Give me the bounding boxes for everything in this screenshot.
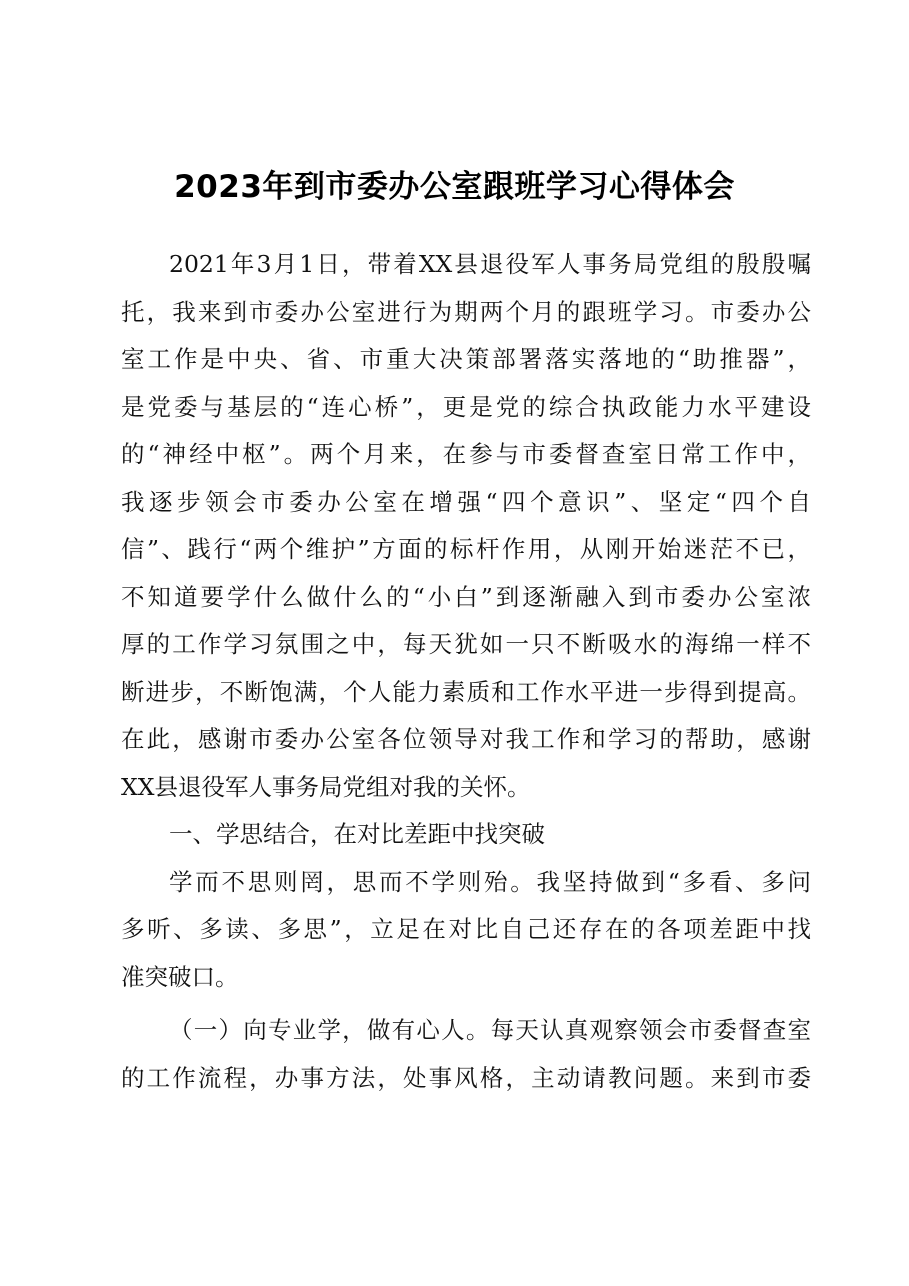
paragraph-1-line-1: 2021年3月1日，带着XX县退役军人事务局党组的殷殷嘱 xyxy=(169,250,811,278)
paragraph-1-line-3: 室工作是中央、省、市重大决策部署落实落地的“助推器”， xyxy=(121,345,811,373)
paragraph-1-line-7: 信”、践行“两个维护”方面的标杆作用，从刚开始迷茫不已， xyxy=(121,535,811,563)
paragraph-1-line-2: 托，我来到市委办公室进行为期两个月的跟班学习。市委办公 xyxy=(121,297,811,326)
paragraph-1-line-11: 在此，感谢市委办公室各位领导对我工作和学习的帮助，感谢 xyxy=(121,725,811,753)
paragraph-2-line-3: 准突破口。 xyxy=(121,962,239,991)
paragraph-1-line-8: 不知道要学什么做什么的“小白”到逐渐融入到市委办公室浓 xyxy=(121,582,811,611)
paragraph-1-line-6: 我逐步领会市委办公室在增强“四个意识”、坚定“四个自 xyxy=(121,487,811,516)
section-heading: 一、学思结合，在对比差距中找突破 xyxy=(169,820,545,848)
paragraph-3-line-1: （一）向专业学，做有心人。每天认真观察领会市委督查室 xyxy=(169,1016,811,1044)
paragraph-2-line-1: 学而不思则罔，思而不学则殆。我坚持做到“多看、多问 xyxy=(169,867,811,896)
paragraph-3-line-2: 的工作流程，办事方法，处事风格，主动请教问题。来到市委 xyxy=(121,1063,811,1092)
document-title: 2023年到市委办公室跟班学习心得体会 xyxy=(174,169,735,205)
paragraph-1-line-10: 断进步，不断饱满，个人能力素质和工作水平进一步得到提高。 xyxy=(121,677,811,706)
paragraph-1-line-12: XX县退役军人事务局党组对我的关怀。 xyxy=(121,772,531,801)
paragraph-1-line-9: 厚的工作学习氛围之中，每天犹如一只不断吸水的海绵一样不 xyxy=(121,630,811,658)
document-body xyxy=(121,241,811,1102)
paragraph-1-line-5: 的“神经中枢”。两个月来，在参与市委督查室日常工作中， xyxy=(121,440,811,468)
paragraph-2-line-2: 多听、多读、多思”，立足在对比自己还存在的各项差距中找 xyxy=(121,915,811,943)
paragraph-1-line-4: 是党委与基层的“连心桥”，更是党的综合执政能力水平建设 xyxy=(121,392,811,421)
